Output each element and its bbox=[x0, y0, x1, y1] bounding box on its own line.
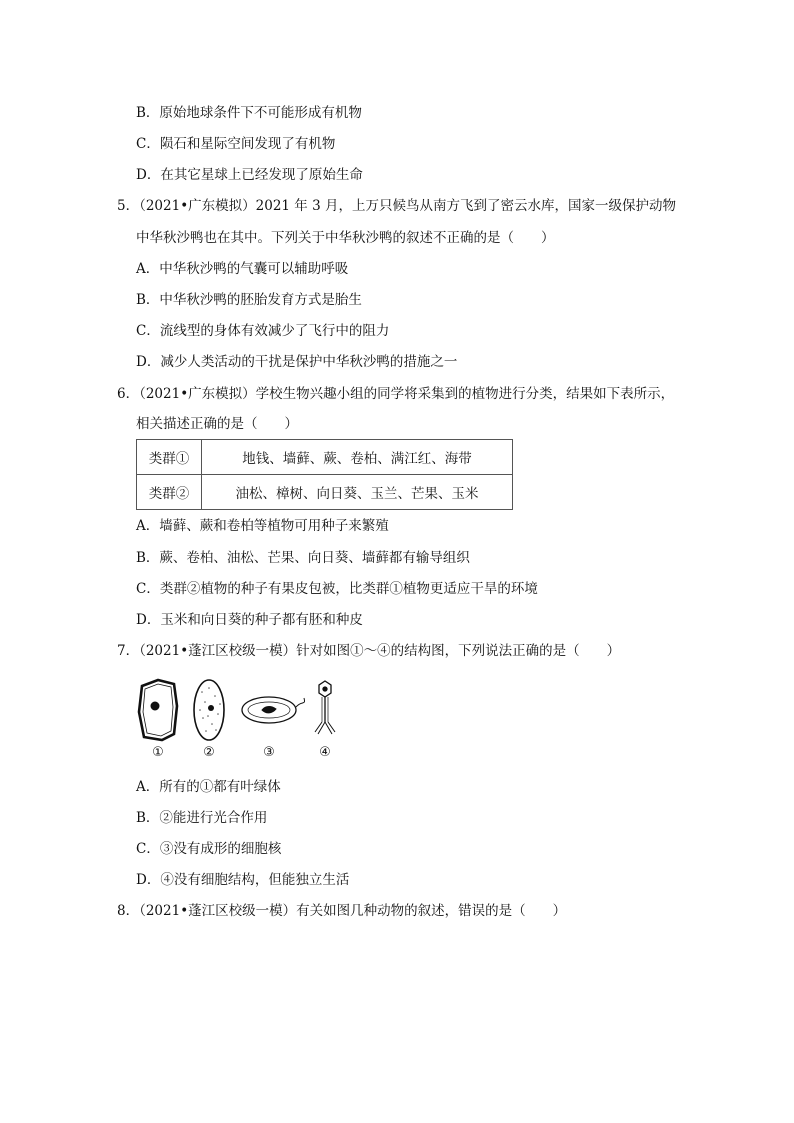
q7-option-d: D．④没有细胞结构，但能独立生活 bbox=[136, 872, 350, 888]
figure-label-3: ③ bbox=[263, 745, 275, 760]
q6-option-b: B．蕨、卷柏、油松、芒果、向日葵、墙藓都有输导组织 bbox=[136, 550, 470, 566]
figure-label-1: ① bbox=[152, 745, 164, 760]
q5-option-b: B．中华秋沙鸭的胚胎发育方式是胎生 bbox=[136, 292, 362, 308]
bacterium-drawing bbox=[242, 697, 305, 723]
table-row bbox=[137, 440, 513, 475]
cell-structures-figure bbox=[136, 676, 346, 762]
figure-label-4: ④ bbox=[319, 745, 331, 760]
q4-option-b: B．原始地球条件下不可能形成有机物 bbox=[136, 105, 362, 121]
q5-option-a: A．中华秋沙鸭的气囊可以辅助呼吸 bbox=[136, 261, 349, 277]
oval-cell-drawing bbox=[194, 680, 224, 740]
q5-option-c: C．流线型的身体有效减少了飞行中的阻力 bbox=[136, 323, 390, 339]
q5-stem-line-2: 中华秋沙鸭也在其中。下列关于中华秋沙鸭的叙述不正确的是（ ） bbox=[136, 230, 555, 246]
q7-option-c: C．③没有成形的细胞核 bbox=[136, 841, 282, 857]
group-plants: 地钱、墙藓、蕨、卷柏、满江红、海带 bbox=[202, 440, 513, 475]
q7-stem: 7．（2021•蓬江区校级一模）针对如图①～④的结构图，下列说法正确的是（ ） bbox=[117, 643, 621, 659]
plant-cell-drawing bbox=[139, 680, 177, 740]
table-row bbox=[137, 475, 513, 510]
q5-stem-line-1: 5．（2021•广东模拟）2021 年 3 月，上万只候鸟从南方飞到了密云水库，国家一级保护动物 bbox=[117, 198, 676, 214]
q6-stem-line-2: 相关描述正确的是（ ） bbox=[136, 416, 298, 432]
q4-option-d: D．在其它星球上已经发现了原始生命 bbox=[136, 167, 363, 183]
q7-option-a: A．所有的①都有叶绿体 bbox=[136, 779, 281, 795]
q5-option-d: D．减少人类活动的干扰是保护中华秋沙鸭的措施之一 bbox=[136, 354, 458, 370]
group-label: 类群② bbox=[137, 475, 202, 510]
q4-option-c: C．陨石和星际空间发现了有机物 bbox=[136, 136, 336, 152]
q7-option-b: B．②能进行光合作用 bbox=[136, 810, 268, 826]
group-label: 类群① bbox=[137, 440, 202, 475]
group-plants: 油松、樟树、向日葵、玉兰、芒果、玉米 bbox=[202, 475, 513, 510]
plant-classification-table bbox=[136, 439, 513, 510]
virus-drawing bbox=[315, 681, 335, 734]
q6-stem-line-1: 6．（2021•广东模拟）学校生物兴趣小组的同学将采集到的植物进行分类，结果如下表所示， bbox=[117, 386, 675, 402]
q6-option-a: A．墙藓、蕨和卷柏等植物可用种子来繁殖 bbox=[136, 518, 389, 534]
figure-label-2: ② bbox=[203, 745, 215, 760]
q6-option-c: C．类群②植物的种子有果皮包被，比类群①植物更适应干旱的环境 bbox=[136, 581, 538, 597]
q6-option-d: D．玉米和向日葵的种子都有胚和种皮 bbox=[136, 612, 363, 628]
q8-stem: 8．（2021•蓬江区校级一模）有关如图几种动物的叙述，错误的是（ ） bbox=[117, 903, 567, 919]
